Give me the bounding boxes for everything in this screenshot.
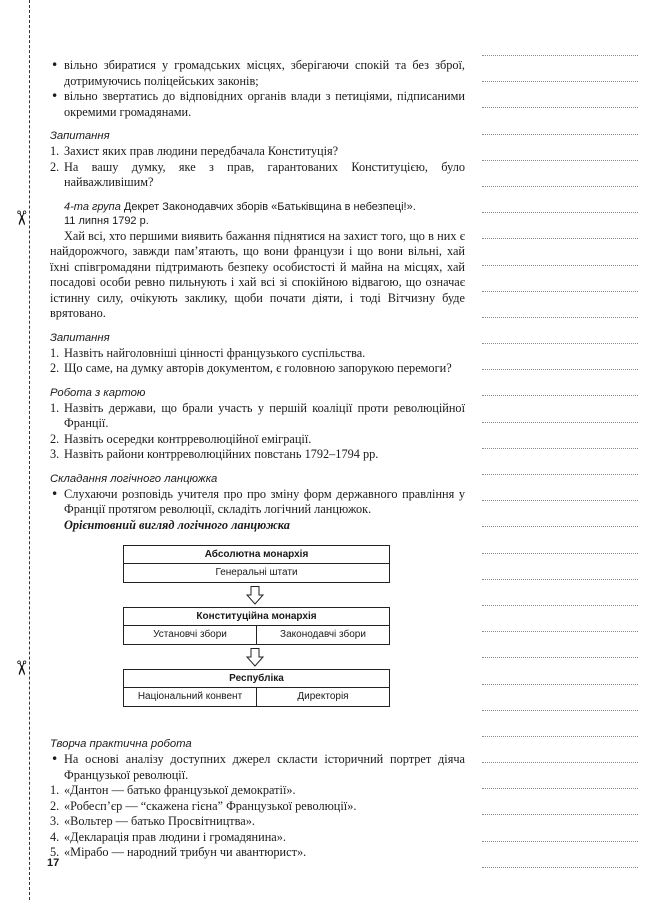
note-line <box>482 395 638 396</box>
list-item: • вільно звертатись до відповідних органів влади з петиціями, підписаними окремими громадянами. <box>50 89 465 120</box>
note-line <box>482 684 638 685</box>
note-line <box>482 55 638 56</box>
note-line <box>482 788 638 789</box>
note-line <box>482 317 638 318</box>
scissors-icon: ✂ <box>9 209 34 227</box>
logic-chain-diagram <box>50 535 465 725</box>
note-line <box>482 631 638 632</box>
note-line <box>482 186 638 187</box>
note-line <box>482 579 638 580</box>
document-source <box>50 200 465 228</box>
document-title: Декрет Законодавчих зборів «Батьківщина в небезпеці!». <box>123 200 416 213</box>
note-line <box>482 841 638 842</box>
section-title: Складання логічного ланцюжка <box>50 472 218 485</box>
box-cell: Генеральні штати <box>215 567 298 578</box>
note-line <box>482 867 638 868</box>
list-item: 2. «Робесп’єр — “скажена гієна” Французької революції». <box>50 798 357 813</box>
note-line <box>482 736 638 737</box>
page-number: 17 <box>47 857 60 869</box>
section-title: Запитання <box>50 331 110 344</box>
arrow-down-icon <box>246 648 264 667</box>
list-item: 2. Назвіть осередки контрреволюційної еміграції. <box>50 431 312 446</box>
note-line <box>482 265 638 266</box>
box-head: Республіка <box>124 670 389 688</box>
box-cell: Директорія <box>256 688 389 706</box>
republic-box <box>123 669 390 707</box>
box-cell: Законодавчі збори <box>256 626 389 644</box>
note-line <box>482 474 638 475</box>
list-item: 3. Назвіть райони контрреволюційних повстань 1792–1794 рр. <box>50 447 379 461</box>
box-head: Конституційна монархія <box>124 608 389 626</box>
document-date: 11 липня 1792 р. <box>64 214 149 227</box>
creative-topics-list <box>50 783 465 861</box>
list-item: • вільно збиратися у громадських місцях, зберігаючи спокій та без зброї, дотримуючись поліцейських законів; <box>50 58 465 89</box>
box-cell: Національний конвент <box>137 691 243 702</box>
list-item: 1. Назвіть держави, що брали участь у першій коаліції проти революційної Франції. <box>50 400 465 430</box>
list-item: 2. Що саме, на думку авторів документом, є головною запорукою перемоги? <box>50 361 452 375</box>
list-item: 1. Назвіть найголовніші цінності французького суспільства. <box>50 345 366 360</box>
note-line <box>482 710 638 711</box>
scissors-icon: ✂ <box>9 659 34 677</box>
creative-task <box>50 752 465 783</box>
arrow-down-icon <box>246 586 264 605</box>
notes-lines <box>482 55 638 893</box>
map-tasks-list <box>50 401 465 463</box>
logic-chain-task <box>50 487 465 518</box>
note-line <box>482 212 638 213</box>
cut-line <box>29 0 30 900</box>
note-line <box>482 343 638 344</box>
constitutional-monarchy-box <box>123 607 390 645</box>
note-line <box>482 369 638 370</box>
list-item: • Слухаючи розповідь учителя про про зміну форм державного правління у Франції протягом революції, складіть логічний ланцюжок. <box>50 487 465 518</box>
list-item: 1. Захист яких прав людини передбачала Конституція? <box>50 144 339 158</box>
questions-list <box>50 346 465 377</box>
orient-title: Орієнтовний вигляд логічного ланцюжка <box>64 517 290 532</box>
note-line <box>482 422 638 423</box>
section-title: Творча практична робота <box>50 738 192 750</box>
section-title: Запитання <box>50 130 110 142</box>
note-line <box>482 605 638 606</box>
note-line <box>482 238 638 239</box>
document-text: Хай всі, хто першими виявить бажання піднятися на захист того, що в них є найдорожчого, завжди пам’ятають, що вони французи і що вони вільні, хай їхні співгромадяни підтримають безпеку особистості й майна на місцях, хай посадові особи ревно пильнують і хай всі зі спокійною відвагою, що означає істинну силу, очікують заклику, щоби почати діяти, і тоді Вітчизну буде врятовано. <box>50 228 465 320</box>
list-item: 5. «Мірабо — народний трибун чи авантюрист». <box>50 845 307 859</box>
list-item: • На основі аналізу доступних джерел скласти історичний портрет діяча Французької революції. <box>50 752 465 783</box>
list-item: 2. На вашу думку, яке з прав, гарантованих Конституцією, було найважливішим? <box>50 159 465 189</box>
note-line <box>482 553 638 554</box>
note-line <box>482 762 638 763</box>
box-head: Абсолютна монархія <box>124 546 389 564</box>
list-item: 3. «Вольтер — батько Просвітництва». <box>50 814 255 828</box>
absolute-monarchy-box <box>123 545 390 583</box>
note-line <box>482 657 638 658</box>
list-item: 1. «Дантон — батько французької демократії». <box>50 783 296 797</box>
rights-list <box>50 58 465 120</box>
note-line <box>482 526 638 527</box>
page-content <box>50 58 465 861</box>
list-item: 4. «Декларація прав людини і громадянина». <box>50 829 286 844</box>
note-line <box>482 107 638 108</box>
note-line <box>482 134 638 135</box>
group-label: 4-та група <box>64 200 121 213</box>
questions-list <box>50 144 465 191</box>
note-line <box>482 814 638 815</box>
section-title: Робота з картою <box>50 386 146 399</box>
note-line <box>482 81 638 82</box>
note-line <box>482 291 638 292</box>
note-line <box>482 500 638 501</box>
note-line <box>482 448 638 449</box>
box-cell: Установчі збори <box>153 629 227 640</box>
note-line <box>482 160 638 161</box>
